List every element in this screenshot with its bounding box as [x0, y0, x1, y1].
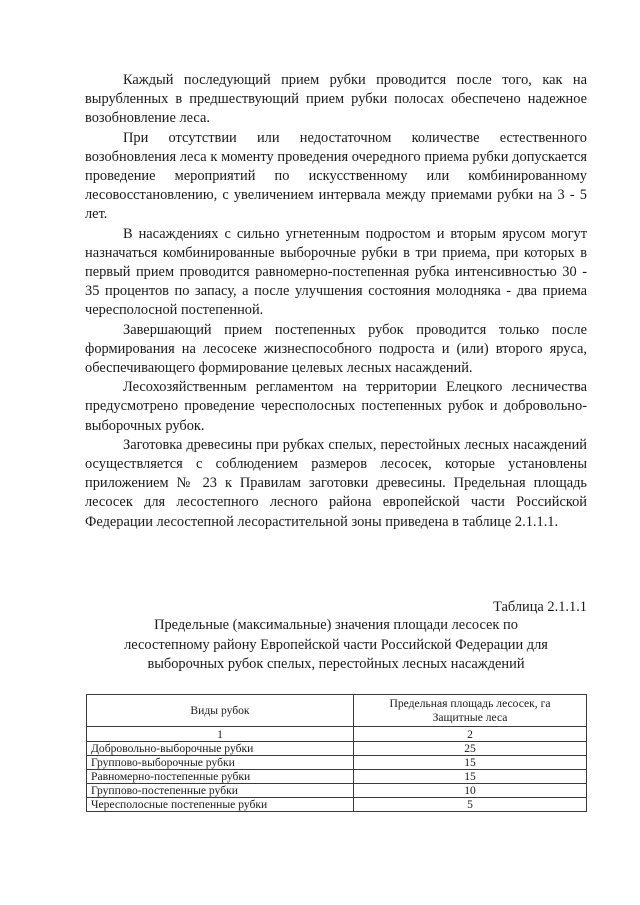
- paragraph: Завершающий прием постепенных рубок проводится только после формирования на лесосеке жизнеспособного подроста и (или) второго яруса, обеспечивающего формирование целевых лесных насаждений.: [85, 321, 587, 377]
- table-caption: Таблица 2.1.1.1: [493, 599, 587, 615]
- area-cell: 5: [354, 798, 587, 812]
- cut-area-table: [86, 694, 587, 812]
- area-cell: 15: [354, 770, 587, 784]
- column-number: 1: [87, 727, 354, 742]
- table-title-line: лесостепному району Европейской части Российской Федерации для: [124, 636, 548, 653]
- paragraph: Заготовка древесины при рубках спелых, перестойных лесных насаждений осуществляется с соблюдением размеров лесосек, которые установлены приложением № 23 к Правилам заготовки древесины. Предельная площадь лесосек для лесостепного лесного района европейской части Российской Федерации лесостепной лесорастительной зоны приведена в таблице 2.1.1.1.: [85, 436, 587, 530]
- table-title: [85, 616, 587, 675]
- paragraph: Каждый последующий прием рубки проводится после того, как на вырубленных в предшествующий прием рубки полосах обеспечено надежное возобновление леса.: [85, 72, 587, 127]
- area-cell: 15: [354, 756, 587, 770]
- table-row: [87, 784, 587, 798]
- area-cell: 25: [354, 742, 587, 756]
- table-row: [87, 798, 587, 812]
- header-protective-forests: Защитные леса: [432, 710, 508, 724]
- column-number: 2: [354, 727, 587, 742]
- table-row: [87, 742, 587, 756]
- cut-type-cell: Равномерно-постепенные рубки: [87, 770, 354, 784]
- table-title-line: выборочных рубок спелых, перестойных лесных насаждений: [147, 656, 525, 673]
- table-numbering-row: [87, 727, 587, 742]
- table-row: [87, 756, 587, 770]
- paragraph: В насаждениях с сильно угнетенным подростом и вторым ярусом могут назначаться комбинированные выборочные рубки в три приема, при которых в первый прием проводится равномерно-постепенная рубка интенсивностью 30 - 35 процентов по запасу, а после улучшения состояния молодняка - два приема чересполосной постепенной.: [85, 225, 587, 319]
- paragraph: Лесохозяйственным регламентом на территории Елецкого лесничества предусмотрено проведение чересполосных постепенных рубок и добровольно-выборочных рубок.: [85, 379, 587, 434]
- body-text: [85, 71, 587, 532]
- header-max-area: [354, 695, 587, 727]
- cut-type-cell: Группово-постепенные рубки: [87, 784, 354, 798]
- table-header-row: [87, 695, 587, 727]
- header-cut-type: Виды рубок: [87, 695, 354, 727]
- cut-type-cell: Добровольно-выборочные рубки: [87, 742, 354, 756]
- table-row: [87, 770, 587, 784]
- cut-type-cell: Чересполосные постепенные рубки: [87, 798, 354, 812]
- header-max-area-label: Предельная площадь лесосек, га: [389, 696, 551, 710]
- area-cell: 10: [354, 784, 587, 798]
- paragraph: При отсутствии или недостаточном количестве естественного возобновления леса к моменту проведения очередного приема рубки допускается проведение мероприятий по искусственному или комбинированному лесовосстановлению, с увеличением интервала между приемами рубки на 3 - 5 лет.: [85, 129, 587, 223]
- table-title-line: Предельные (максимальные) значения площади лесосек по: [154, 617, 518, 633]
- cut-type-cell: Группово-выборочные рубки: [87, 756, 354, 770]
